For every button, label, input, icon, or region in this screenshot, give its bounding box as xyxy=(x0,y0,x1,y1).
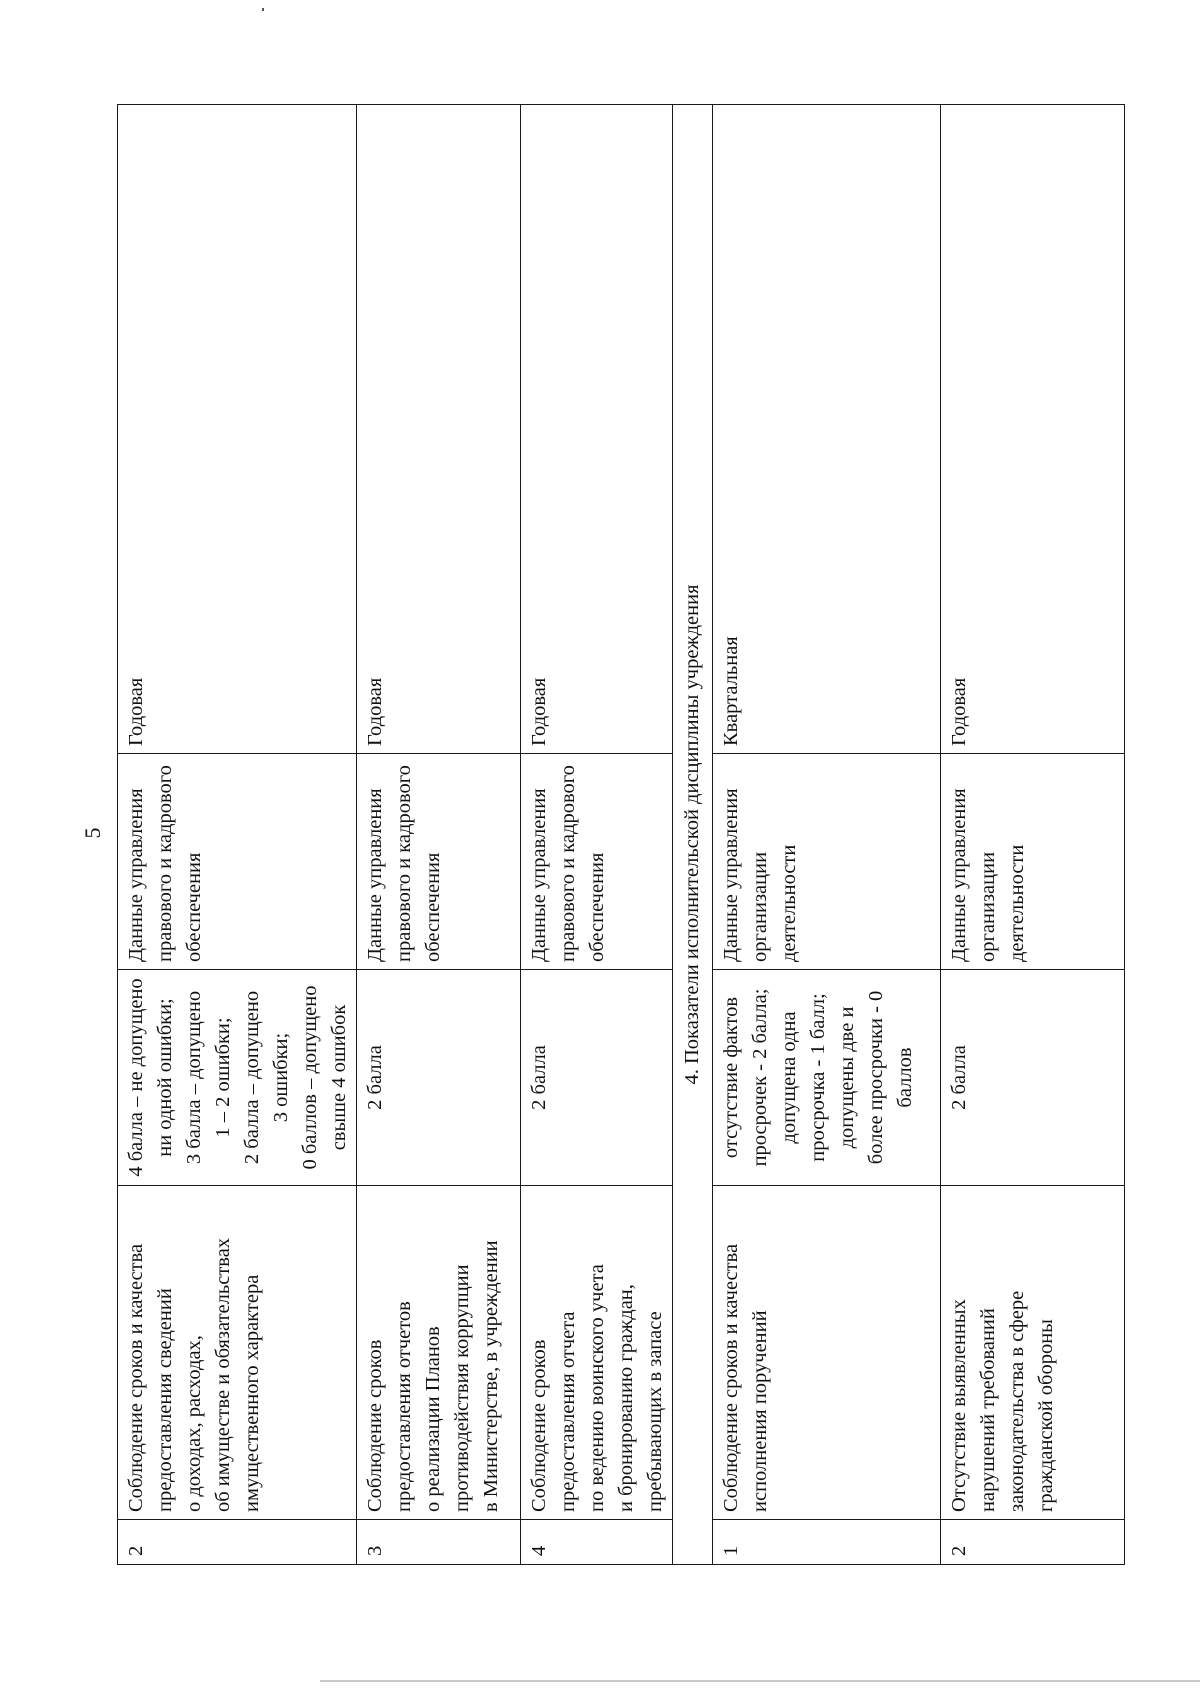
table-row xyxy=(118,105,357,1565)
criteria-cell: 2 балла xyxy=(357,970,521,1186)
scan-artifact-speck xyxy=(262,8,264,11)
periodicity-cell: Годовая xyxy=(357,105,521,754)
data-source-cell: Данные управления правового и кадрового обеспечения xyxy=(118,754,357,970)
criteria-cell: 2 балла xyxy=(521,970,673,1186)
indicator-cell: Соблюдение сроков и качества предоставления сведений о доходах, расходах, об имуществе и обязательствах имущественного характера xyxy=(118,1186,357,1520)
page-number: 5 xyxy=(80,827,105,839)
scan-artifact-line xyxy=(320,1680,1200,1682)
section-title: 4. Показатели исполнительской дисциплины учреждения xyxy=(673,105,713,1565)
table-row xyxy=(357,105,521,1565)
row-number: 1 xyxy=(713,1520,941,1565)
indicator-cell: Отсутствие выявленных нарушений требований законодательства в сфере гражданской обороны xyxy=(941,1186,1125,1520)
indicator-cell: Соблюдение сроков и качества исполнения поручений xyxy=(713,1186,941,1520)
indicator-cell: Соблюдение сроков предоставления отчетов о реализации Планов противодействия коррупции в Министерстве, в учреждении xyxy=(357,1186,521,1520)
data-source-cell: Данные управления правового и кадрового обеспечения xyxy=(521,754,673,970)
criteria-cell: отсутствие фактов просрочек - 2 балла; допущена одна просрочка - 1 балл; допущены две и более просрочки - 0 баллов xyxy=(713,970,941,1186)
data-source-cell: Данные управления организации деятельности xyxy=(941,754,1125,970)
row-number: 2 xyxy=(118,1520,357,1565)
data-source-cell: Данные управления правового и кадрового обеспечения xyxy=(357,754,521,970)
row-number: 2 xyxy=(941,1520,1125,1565)
data-source-cell: Данные управления организации деятельности xyxy=(713,754,941,970)
section-header-row xyxy=(673,105,713,1565)
row-number: 3 xyxy=(357,1520,521,1565)
periodicity-cell: Годовая xyxy=(118,105,357,754)
indicators-table xyxy=(117,104,1125,1565)
indicator-cell: Соблюдение сроков предоставления отчета по ведению воинского учета и бронированию граждан, пребывающих в запасе xyxy=(521,1186,673,1520)
rotated-table-container xyxy=(117,105,1117,1565)
criteria-cell: 4 балла – не допущено ни одной ошибки; 3 балла – допущено 1 – 2 ошибки; 2 балла – допущено 3 ошибки; 0 баллов – допущено свыше 4 ошибок xyxy=(118,970,357,1186)
table-row xyxy=(941,105,1125,1565)
criteria-cell: 2 балла xyxy=(941,970,1125,1186)
periodicity-cell: Годовая xyxy=(521,105,673,754)
table-row xyxy=(713,105,941,1565)
table-row xyxy=(521,105,673,1565)
row-number: 4 xyxy=(521,1520,673,1565)
periodicity-cell: Квартальная xyxy=(713,105,941,754)
periodicity-cell: Годовая xyxy=(941,105,1125,754)
